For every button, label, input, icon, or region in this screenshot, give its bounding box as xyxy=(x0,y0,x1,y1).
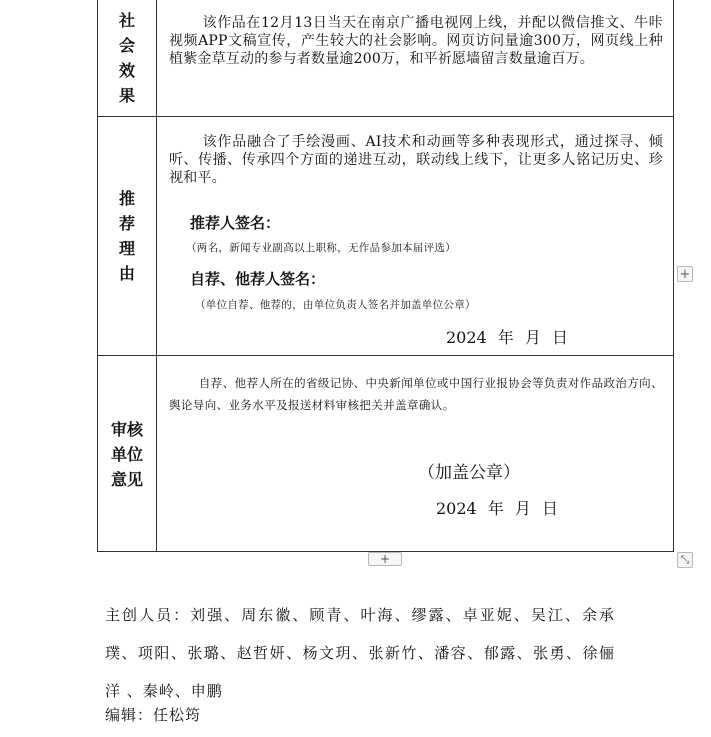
editor-credit[interactable]: 编辑：任松筠 xyxy=(105,706,202,724)
add-row-button[interactable]: + xyxy=(368,552,402,566)
recommender-signature-label: 推荐人签名： xyxy=(190,214,281,232)
recommendation-reason-text[interactable]: 该作品融合了手绘漫画、AI技术和动画等多种表现形式，通过探寻、倾听、传播、传承四个方面的递进互动，联动线上线下，让更多人铭记历史、珍视和平。 xyxy=(169,134,663,186)
table-resize-handle[interactable]: ⤡ xyxy=(677,552,693,568)
self-recommender-signature-note: （单位自荐、他荐的，由单位负责人签名并加盖单位公章） xyxy=(195,299,476,311)
column-divider xyxy=(156,0,157,551)
review-unit-opinion-text[interactable]: 自荐、他荐人所在的省级记协、中央新闻单位或中国行业报协会等负责对作品政治方向、舆论导向、业务水平及报送材料审核把关并盖章确认。 xyxy=(169,376,663,412)
row-divider xyxy=(98,116,673,117)
creators-list[interactable]: 主创人员：刘强、周东徽、顾青、叶海、缪露、卓亚妮、吴江、余承璞、项阳、张璐、赵哲妍、杨文玥、张新竹、潘容、郁露、张勇、徐俪洋 、秦岭、申鹏 xyxy=(105,606,615,700)
recommendation-reason-label: 推 荐 理 由 xyxy=(118,189,135,283)
self-recommender-signature-label: 自荐、他荐人签名： xyxy=(190,270,326,288)
review-date: 2024 年 月 日 xyxy=(436,499,558,518)
row-divider xyxy=(98,355,673,356)
add-column-button[interactable]: + xyxy=(677,266,693,282)
recommender-signature-note: （两名，新闻专业副高以上职称，无作品参加本届评选） xyxy=(186,242,456,254)
review-unit-opinion-label: 审核 单位 意见 xyxy=(110,419,143,489)
recommendation-table xyxy=(97,0,674,552)
recommendation-date: 2024 年 月 日 xyxy=(446,328,568,347)
official-seal-placeholder: （加盖公章） xyxy=(418,463,520,483)
social-effect-text[interactable]: 该作品在12月13日当天在南京广播电视网上线，并配以微信推文、牛咔视频APP文稿宣传，产生较大的社会影响。网页访问量逾300万，网页线上种植紫金草互动的参与者数量逾200万，和平祈愿墙留言数量逾百万。 xyxy=(169,15,663,67)
social-effect-label: 社 会 效 果 xyxy=(118,11,135,105)
